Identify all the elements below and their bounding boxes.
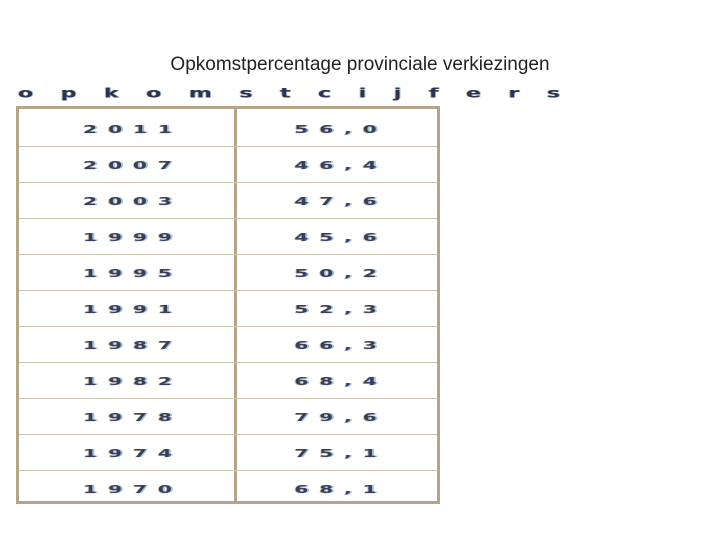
year-cell <box>43 327 223 363</box>
year-text: 2003 <box>83 194 183 208</box>
table-row <box>19 435 437 471</box>
table-row <box>19 255 437 291</box>
turnout-cell <box>251 435 431 471</box>
year-cell <box>43 255 223 291</box>
table-row <box>19 399 437 435</box>
heading-letter: i <box>358 85 367 101</box>
turnout-cell <box>251 255 431 291</box>
turnout-cell <box>251 471 431 507</box>
turnout-text: 75,1 <box>294 446 388 460</box>
turnout-text: 45,6 <box>294 230 388 244</box>
turnout-cell <box>251 291 431 327</box>
year-cell <box>43 363 223 399</box>
heading-letter: s <box>546 85 560 101</box>
slide-title: Opkomstpercentage provinciale verkiezingen <box>170 54 550 75</box>
heading-letter: j <box>393 85 402 101</box>
table-row <box>19 111 437 147</box>
heading-letter: r <box>508 85 520 101</box>
year-cell <box>43 291 223 327</box>
table-row <box>19 471 437 507</box>
turnout-text: 46,4 <box>294 158 388 172</box>
year-cell <box>43 111 223 147</box>
heading-letter: p <box>60 85 77 101</box>
turnout-cell <box>251 111 431 147</box>
heading-letter: m <box>188 85 212 101</box>
year-text: 1970 <box>83 482 183 496</box>
turnout-text: 56,0 <box>294 122 388 136</box>
heading-letter: o <box>146 85 162 101</box>
turnout-cell <box>251 219 431 255</box>
year-text: 1999 <box>83 230 183 244</box>
table-row <box>19 183 437 219</box>
turnout-text: 52,3 <box>294 302 388 316</box>
heading-letter: k <box>103 85 119 101</box>
turnout-cell <box>251 363 431 399</box>
turnout-text: 68,1 <box>294 482 388 496</box>
wordart-heading <box>18 86 560 101</box>
turnout-text: 79,6 <box>294 410 388 424</box>
year-text: 1974 <box>83 446 183 460</box>
year-cell <box>43 147 223 183</box>
table-row <box>19 219 437 255</box>
year-cell <box>43 399 223 435</box>
turnout-text: 50,2 <box>294 266 388 280</box>
turnout-cell <box>251 147 431 183</box>
year-text: 2011 <box>83 122 183 136</box>
turnout-text: 47,6 <box>294 194 388 208</box>
heading-letter: o <box>18 85 34 101</box>
year-cell <box>43 435 223 471</box>
year-text: 1987 <box>83 338 183 352</box>
year-text: 2007 <box>83 158 183 172</box>
table-row <box>19 327 437 363</box>
year-text: 1991 <box>83 302 183 316</box>
year-cell <box>43 471 223 507</box>
year-text: 1995 <box>83 266 183 280</box>
turnout-cell <box>251 399 431 435</box>
year-text: 1982 <box>83 374 183 388</box>
year-cell <box>43 183 223 219</box>
heading-letter: c <box>318 85 332 101</box>
heading-text <box>18 85 560 101</box>
turnout-text: 66,3 <box>294 338 388 352</box>
table-row <box>19 291 437 327</box>
turnout-text: 68,4 <box>294 374 388 388</box>
turnout-cell <box>251 327 431 363</box>
table-row <box>19 363 437 399</box>
turnout-cell <box>251 183 431 219</box>
heading-letter: e <box>465 85 481 101</box>
heading-letter: s <box>239 85 253 101</box>
year-cell <box>43 219 223 255</box>
heading-letter: f <box>428 85 439 101</box>
table-row <box>19 147 437 183</box>
turnout-table <box>16 106 440 504</box>
heading-letter: t <box>279 85 291 101</box>
year-text: 1978 <box>83 410 183 424</box>
